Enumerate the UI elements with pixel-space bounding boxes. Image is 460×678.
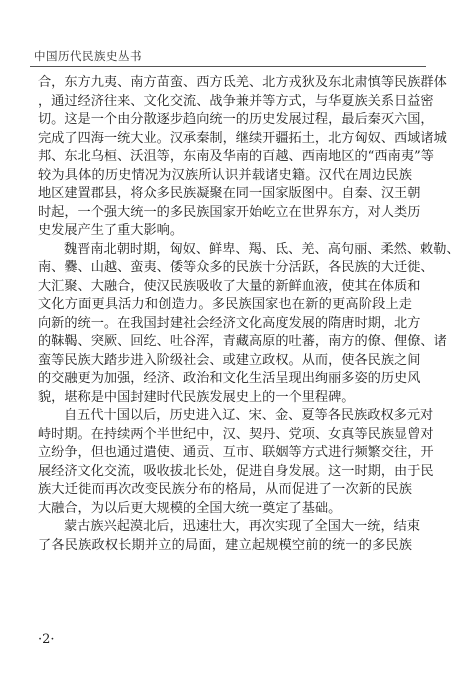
text-line: ，通过经济往来、文化交流、战争兼并等方式，与华夏族关系日益密 <box>38 93 434 109</box>
text-line: 较为具体的历史情况为汉族所认识并载诸史籍。汉代在周边民族 <box>38 167 412 183</box>
text-line: 峙时期。在持续两个半世纪中，汉、契丹、党项、女真等民族显曾对 <box>38 426 434 442</box>
text-line: 史发展产生了重大影响。 <box>38 223 184 238</box>
text-line: 文化方面更具活力和创造力。多民族国家也在新的更高阶段上走 <box>38 297 412 312</box>
text-line: 南、爨、山越、蛮夷、倭等众多的民族十分活跃，各民族的大迁徙、 <box>38 260 434 275</box>
text-line: 立纷争，但也通过遣使、通贡、互市、联姻等方式进行频繁交往，开 <box>38 445 434 460</box>
text-line: 的靺鞨、突厥、回纥、吐谷浑，青藏高原的吐蕃，南方的僚、俚僚、诸 <box>38 334 447 349</box>
text-line: 切。这是一个由分散逐步趋向统一的历史发展过程，最后秦灭六国， <box>38 112 434 127</box>
header-rule <box>30 66 426 67</box>
text-line: 自五代十国以后，历史进入辽、宋、金、夏等各民族政权多元对 <box>64 408 434 423</box>
body-text <box>38 74 460 555</box>
text-line: 蒙古族兴起漠北后，迅速壮大，再次实现了全国大一统，结束 <box>64 519 421 534</box>
text-line: 时起，一个强大统一的多民族国家开始屹立在世界东方，对人类历 <box>38 204 421 220</box>
page-number: ·2· <box>38 632 55 647</box>
text-line: 族大迁徙而再次改变民族分布的格局，从而促进了一次新的民族 <box>38 482 412 497</box>
text-line: 大融合，为以后更大规模的全国大统一奠定了基础。 <box>38 500 342 516</box>
text-line: 展经济文化交流，吸收拔北长处，促进自身发展。这一时期，由于民 <box>38 463 434 479</box>
text-line: 地区建置郡县，将众多民族凝聚在同一国家版图中。自秦、汉王朝 <box>38 186 421 201</box>
text-line: 蛮等民族大踏步进入阶级社会、或建立政权。从而，使各民族之间 <box>38 352 421 368</box>
text-line: 貌，堪称是中国封建时代民族发展史上的一个里程碑。 <box>38 389 355 405</box>
text-line: 完成了四海一统大业。汉承秦制，继续开疆拓土，北方匈奴、西域诸城 <box>38 130 447 146</box>
text-line: 合，东方九夷、南方苗蛮、西方氐羌、北方戎狄及东北肃慎等民族群体 <box>38 75 447 90</box>
text-line: 的交融更为加强，经济、政治和文化生活呈现出绚丽多姿的历史风 <box>38 371 421 386</box>
running-header: 中国历代民族史丛书 <box>34 49 142 63</box>
text-line: 了各民族政权长期并立的局面，建立起规模空前的统一的多民族 <box>38 537 412 553</box>
text-line: 魏晋南北朝时期，匈奴、鲜卑、羯、氐、羌、高句丽、柔然、敕勒、 <box>64 241 460 257</box>
text-line: 邦、东北乌桓、沃沮等，东南及华南的百越、西南地区的“西南夷”等 <box>38 149 434 164</box>
text-line: 大汇聚、大融合，使汉民族吸收了大量的新鲜血液，使其在体质和 <box>38 278 421 294</box>
text-line: 向新的统一。在我国封建社会经济文化高度发展的隋唐时期，北方 <box>38 315 421 331</box>
